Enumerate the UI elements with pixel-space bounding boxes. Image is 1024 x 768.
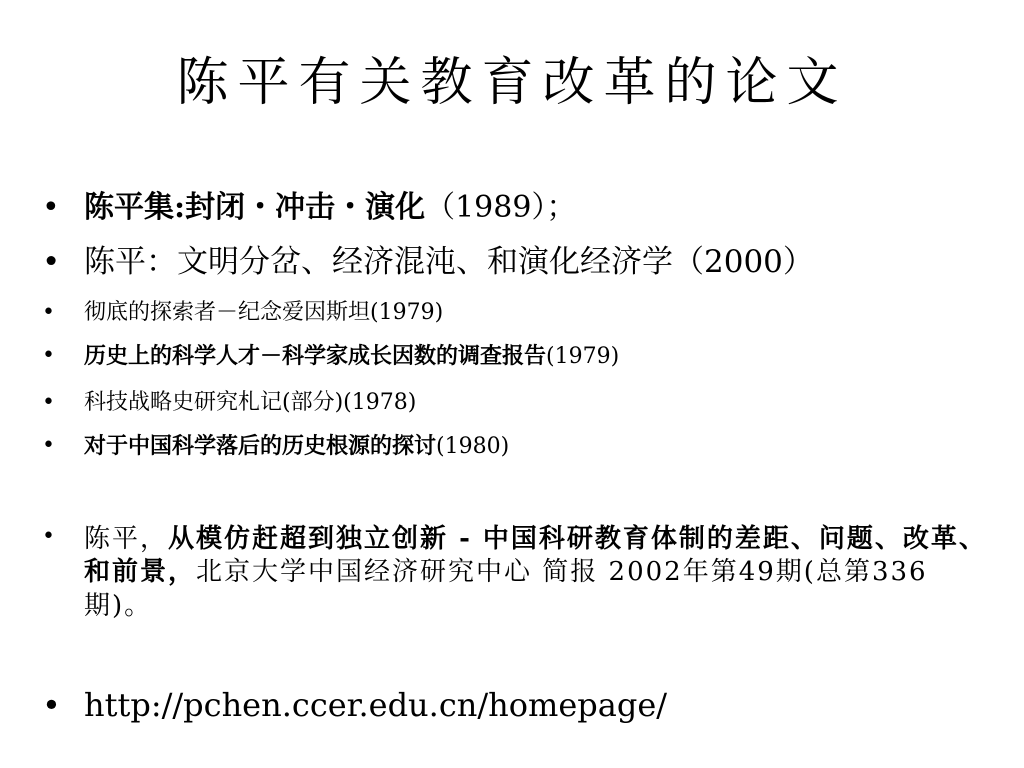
homepage-link[interactable]: http://pchen.ccer.edu.cn/homepage/ [84, 686, 668, 724]
list-item-text [84, 343, 992, 370]
item-year: (1979) [546, 344, 620, 369]
list-item [42, 686, 992, 724]
item-title-bold: 从模仿赶超到独立创新 - 中国科研教育体制的差距、问题、改革、和前景， [84, 524, 987, 588]
slide-title: 陈平有关教育改革的论文 [176, 53, 848, 113]
item-author: 陈平， [84, 524, 169, 554]
list-item-text: 彻底的探索者－纪念爱因斯坦(1979) [84, 300, 444, 325]
item-year: （1989）； [425, 190, 577, 225]
list-item [42, 300, 992, 326]
bullet: • [42, 433, 55, 458]
item-title-bold: 对于中国科学落后的历史根源的探讨 [84, 433, 437, 459]
list-item [42, 244, 992, 281]
bullet: • [42, 343, 55, 368]
list-item [42, 433, 992, 460]
bullet: • [42, 190, 60, 225]
bullet: • [42, 390, 55, 415]
item-year: (1980) [436, 434, 510, 459]
bullet: • [42, 300, 55, 325]
bullet: • [42, 686, 61, 724]
item-source: 北京大学中国经济研究中心 简报 2002年第49期(总第336期)。 [84, 557, 928, 621]
list-item-text: 陈平：文明分岔、经济混沌、和演化经济学（2000） [84, 244, 814, 280]
list-item-text [84, 190, 992, 226]
list-item [42, 343, 992, 370]
bullet: • [42, 244, 61, 280]
list-item-text: 科技战略史研究札记(部分)(1978) [84, 390, 417, 415]
list-item [42, 390, 992, 416]
list-item-text [84, 523, 992, 623]
list-item-text [84, 433, 992, 460]
list-item [42, 523, 992, 623]
item-title-bold: 陈平集:封闭・冲击・演化 [84, 190, 426, 225]
list-item [42, 190, 992, 226]
bullet: • [42, 524, 55, 549]
item-title-bold: 历史上的科学人才－科学家成长因数的调查报告 [84, 343, 547, 369]
